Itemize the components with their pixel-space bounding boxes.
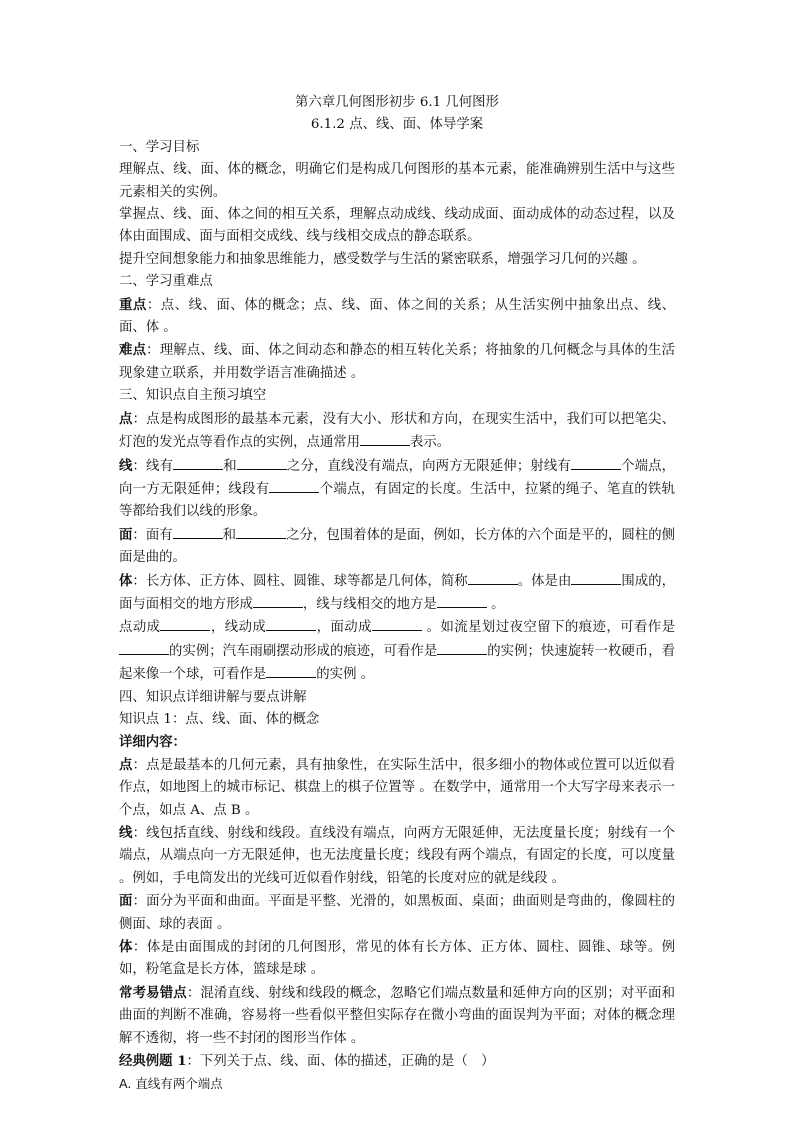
fill-surface-paragraph (119, 524, 675, 570)
detail-point-text: ：点是最基本的几何元素，具有抽象性，在实际生活中，很多细小的物体或位置可以近似看作点，如地图上的城市标记、棋盘上的棋子位置等 。在数学中，通常用一个大写字母来表示一个点，如点 A、点 B 。 (119, 757, 676, 818)
fill-point-text-end: 表示。 (410, 435, 451, 451)
fill-surface-text: 之分，包围着体的是面，例如，长方体的六个面是平的，圆柱的侧面是曲的。 (119, 527, 676, 566)
fill-point-label: 点 (119, 410, 133, 427)
detail-body-text: ：体是由面围成的封闭的几何图形，常见的体有长方体、正方体、圆柱、圆锥、球等。例如，粉笔盒是长方体，篮球是球 。 (119, 940, 676, 978)
hard-point-paragraph (119, 339, 675, 385)
section-heading-objectives: 一、学习目标 (119, 139, 200, 155)
section-heading-explanation: 四、知识点详细讲解与要点讲解 (119, 689, 307, 705)
fill-body-text: 。 (486, 596, 505, 612)
common-mistakes-text: ：混淆直线、射线和线段的概念，忽略它们端点数量和延伸方向的区别；对平面和曲面的判断不准确，容易将一些看似平整但实际存在微小弯曲的面误判为平面；对体的概念理解不透彻，将一些不封闭的图形当作体 。 (119, 985, 675, 1046)
fill-body-text: 。体是由 (517, 573, 572, 589)
fill-motion-text: ，线动成 (210, 620, 267, 636)
fill-motion-text: 。如流星划过夜空留下的痕迹，可看作是 (421, 620, 676, 636)
fill-body-label: 体 (119, 572, 133, 589)
fill-blank[interactable] (571, 455, 621, 470)
fill-blank[interactable] (119, 640, 169, 655)
fill-blank[interactable] (236, 524, 286, 539)
fill-blank[interactable] (237, 455, 287, 470)
fill-motion-text: 的实例；快速旋转一枚硬币，看起来像一个球，可看作是 (119, 643, 676, 683)
fill-line-text: 之分，直线没有端点，向两方无限延伸；射线有 (286, 458, 571, 474)
fill-line-text: 个端点，有固定的长度。生活中，拉紧的绳子、笔直的铁轨等都给我们以线的形象。 (119, 481, 676, 520)
common-mistakes-label: 常考易错点 (119, 984, 187, 1001)
fill-blank[interactable] (173, 524, 223, 539)
fill-blank[interactable] (468, 570, 518, 585)
key-point-paragraph (119, 294, 675, 340)
detail-surface-text: ：面分为平面和曲面。平面是平整、光滑的，如黑板面、桌面；曲面则是弯曲的，像圆柱的侧面、球的表面 。 (119, 894, 676, 932)
detail-line-label: 线 (119, 825, 133, 841)
example-question-1 (119, 1050, 675, 1073)
fill-blank[interactable] (437, 593, 487, 608)
example-text: ：下列关于点、线、面、体的描述，正确的是（ ） (186, 1054, 495, 1070)
detail-line-paragraph (119, 822, 675, 890)
fill-motion-text: ，面动成 (316, 620, 372, 636)
fill-blank[interactable] (253, 593, 303, 608)
detail-surface-paragraph (119, 890, 675, 936)
fill-line-text: 个端点，向一方无限延伸；线段有 (119, 458, 676, 497)
hard-label: 难点 (119, 342, 147, 359)
detail-body-label: 体 (119, 939, 133, 956)
fill-line-text: 和 (223, 458, 237, 474)
fill-blank[interactable] (173, 455, 223, 470)
fill-line-paragraph (119, 455, 675, 524)
detail-content-label: 详细内容： (119, 734, 186, 751)
fill-blank[interactable] (266, 616, 316, 631)
fill-blank[interactable] (266, 663, 316, 678)
objective-2: 掌握点、线、面、体之间的相互关系，理解点动成线、线动成面、面动成体的动态过程，以及体由面围成、面与面相交成线、线与线相交成点的静态联系。 (119, 207, 675, 245)
objective-1: 理解点、线、面、体的概念，明确它们是构成几何图形的基本元素，能准确辨别生活中与这些元素相关的实例。 (119, 162, 675, 200)
fill-blank[interactable] (437, 640, 487, 655)
fill-point-text: ：点是构成图形的最基本元素，没有大小、形状和方向，在现实生活中，我们可以把笔尖、灯泡的发光点等看作点的实例，点通常用 (119, 411, 676, 451)
fill-point-paragraph (119, 408, 675, 455)
fill-line-label: 线 (119, 457, 133, 474)
fill-surface-text: ：面有 (132, 527, 173, 543)
knowledge-point-1-title: 知识点 1：点、线、面、体的概念 (119, 711, 320, 727)
detail-point-label: 点 (119, 756, 133, 773)
fill-motion-text: 点动成 (119, 620, 161, 636)
fill-blank[interactable] (360, 431, 410, 446)
fill-body-paragraph (119, 570, 675, 617)
fill-blank[interactable] (269, 478, 319, 493)
chapter-title: 第六章几何图形初步 6.1 几何图形 (295, 95, 499, 110)
fill-line-text: ：线有 (132, 458, 174, 474)
fill-body-text: 围成的，面与面相交的地方形成 (119, 573, 676, 612)
hard-text: ：理解点、线、面、体之间动态和静态的相互转化关系；将抽象的几何概念与具体的生活现象建立联系，并用数学语言准确描述 。 (119, 343, 676, 381)
key-text: ：点、线、面、体的概念；点、线、面、体之间的关系；从生活实例中抽象出点、线、面、体 。 (119, 297, 675, 336)
detail-point-paragraph (119, 754, 675, 822)
example-label: 经典例题 1 (119, 1053, 187, 1070)
section-heading-key-points: 二、学习重难点 (119, 274, 213, 290)
fill-body-text: ：长方体、正方体、圆柱、圆锥、球等都是几何体，简称 (132, 573, 468, 589)
fill-body-text: ，线与线相交的地方是 (302, 596, 437, 612)
objective-3: 提升空间想象能力和抽象思维能力，感受数学与生活的紧密联系，增强学习几何的兴趣 。 (119, 251, 646, 267)
fill-surface-text: 和 (222, 527, 237, 543)
fill-motion-paragraph (119, 616, 675, 686)
detail-line-text: ：线包括直线、射线和线段。直线没有端点，向两方无限延伸，无法度量长度；射线有一个端点，从端点向一方无限延伸，也无法度量长度；线段有两个端点，有固定的长度，可以度量 。例如，手电筒发出的光线可近似看作射线，铅笔的长度对应的就是线段 。 (119, 826, 676, 886)
detail-surface-label: 面 (119, 893, 133, 910)
document-body (119, 92, 675, 1096)
key-label: 重点 (119, 296, 147, 313)
common-mistakes-paragraph (119, 982, 675, 1050)
lesson-title: 6.1.2 点、线、面、体导学案 (310, 117, 484, 133)
option-a: A. 直线有两个端点 (119, 1076, 223, 1092)
fill-blank[interactable] (571, 570, 621, 585)
fill-blank[interactable] (160, 616, 210, 631)
fill-blank[interactable] (372, 616, 422, 631)
fill-surface-label: 面 (119, 526, 133, 543)
section-heading-preview: 三、知识点自主预习填空 (119, 388, 267, 404)
fill-motion-text: 的实例 。 (316, 667, 375, 683)
detail-body-paragraph (119, 936, 675, 982)
fill-motion-text: 的实例；汽车雨刷摆动形成的痕迹，可看作是 (169, 643, 438, 659)
